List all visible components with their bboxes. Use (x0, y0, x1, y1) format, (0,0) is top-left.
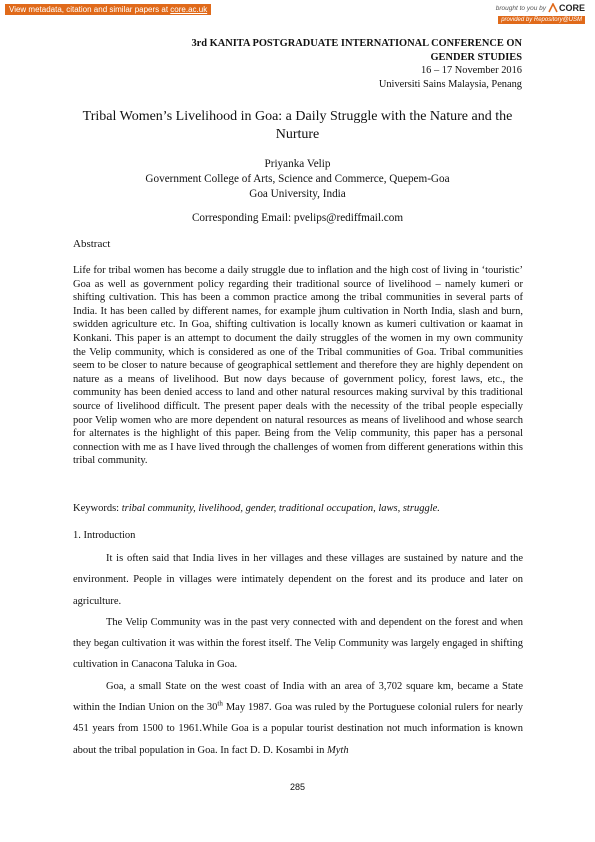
core-link-prefix: View metadata, citation and similar papers at (9, 5, 171, 14)
brought-by-text: brought to you by (495, 4, 546, 12)
conference-name-line1: 3rd KANITA POSTGRADUATE INTERNATIONAL CONFERENCE ON (191, 38, 522, 49)
page-number: 285 (289, 782, 306, 792)
core-metadata-link[interactable] (5, 4, 211, 15)
author-affiliation-1: Government College of Arts, Science and Commerce, Quepem-Goa (145, 173, 450, 185)
corresponding-email: Corresponding Email: pvelips@rediffmail.com (191, 212, 404, 224)
provided-by-link[interactable]: provided by Repository@USM (498, 16, 585, 24)
conference-dates: 16 – 17 November 2016 (420, 65, 522, 76)
paragraph-1: It is often said that India lives in her villages and these villages are sustained by nature and the environment. People in villages were intimately dependent on the forest and its produce and later on agriculture. (73, 553, 523, 607)
core-link-domain[interactable]: core.ac.uk (170, 5, 208, 14)
section-heading-introduction: 1. Introduction (73, 530, 136, 541)
ordinal-suffix: th (217, 699, 223, 708)
abstract-heading: Abstract (73, 238, 111, 250)
author-name: Priyanka Velip (264, 158, 331, 170)
conference-venue: Universiti Sains Malaysia, Penang (378, 78, 522, 90)
core-logo-text: CORE (558, 3, 585, 13)
author-affiliation-2: Goa University, India (249, 188, 346, 200)
core-logo[interactable] (548, 3, 585, 13)
paragraph-3-part-b: May 1987. Goa was ruled by the Portuguese colonial rulers for nearly 451 years from 1500 to 1961.While Goa is a popular tourist destination not much information is known about the tribal population in Goa. In fact D. D. Kosambi in (73, 702, 523, 756)
brought-by (496, 3, 585, 13)
abstract-text: Life for tribal women has become a daily struggle due to inflation and the high cost of living in ‘touristic’ Goa as well as government policy regarding their traditional source of livelihood – namely kumeri or shifting cultivation. This has been a common practice among the tribal communities in several parts of India. It has been called by different names, for example jhum cultivation in North India, slash and burn, swidden agriculture etc. In Goa, shifting cultivation is locally known as kumeri cultivation or kaamat in Konkani. This paper is an attempt to document the daily struggles of the women in my own community the Velip community, which is considered as one of the Tribal communities of Goa. Tribal communities seem to be closer to nature because of geographical settlement and therefore they are highly dependent on nature as a means of livelihood. But now days because of government policy, forest laws, etc., the community has been denied access to land and other natural resources making survival by this traditional source of livelihood difficult. The present paper deals with the necessity of the tribal people especially poor Velip women who are more dependent on natural resources as means of livelihood and whose search for alternates is the highlight of this paper. Being from the Velip community, this paper has a personal connection with me as I have lived through the challenges of women from different generations within this tribal community. (73, 265, 523, 467)
core-banner (0, 0, 595, 28)
paper-title: Tribal Women’s Livelihood in Goa: a Daily Struggle with the Nature and the Nurture (82, 109, 513, 142)
paragraph-3-part-a: Goa, a small State on the west coast of India with an area of 3,702 square km, became a State within the Indian Union on the 30 (73, 680, 523, 714)
keywords-list: tribal community, livelihood, gender, traditional occupation, laws, struggle. (121, 503, 440, 514)
paragraph-2: The Velip Community was in the past very connected with and dependent on the forest and when they began cultivation it was within the forest itself. The Velip Community was largely engaged in shifting cultivation in Canacona Taluka in Goa. (73, 616, 523, 671)
paragraph-3 (73, 676, 523, 761)
keywords-label: Keywords: (73, 503, 122, 514)
author-block (72, 157, 523, 202)
keywords (73, 503, 525, 514)
paragraph-3-italic: Myth (327, 744, 349, 756)
introduction-body (73, 548, 523, 761)
conference-header (191, 37, 522, 91)
conference-name-line2: GENDER STUDIES (430, 51, 522, 63)
core-logo-icon (548, 3, 558, 13)
